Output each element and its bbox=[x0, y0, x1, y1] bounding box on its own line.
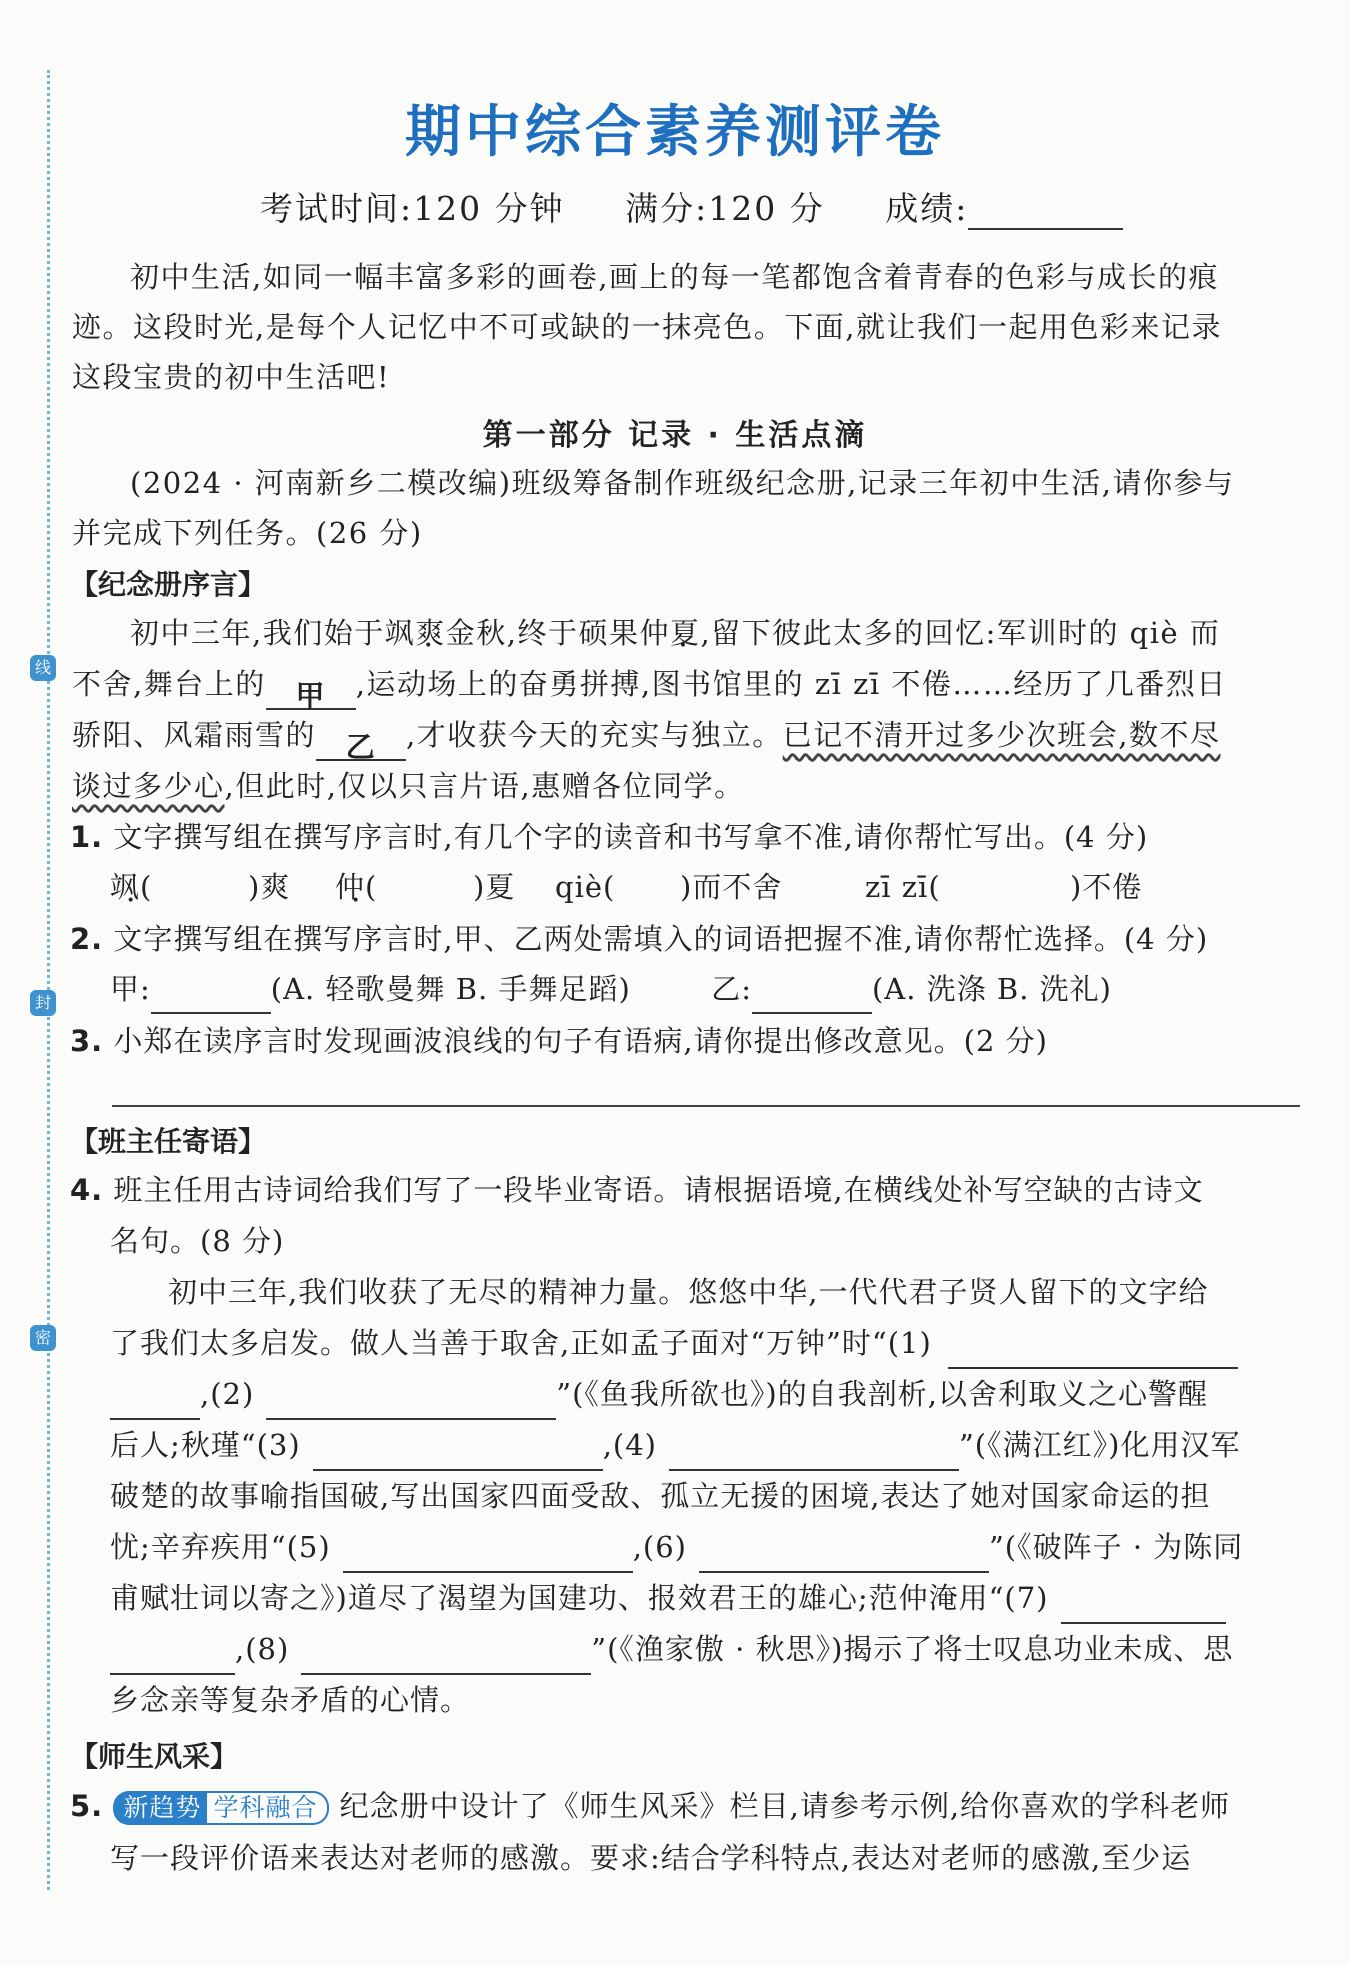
q3-answer-line[interactable] bbox=[112, 1105, 1300, 1107]
preface-line-2: 不舍,舞台上的 甲 ,运动场上的奋勇拼搏,图书馆里的 zī zī 不倦……经历了几番烈日 bbox=[72, 667, 1227, 713]
poem-blank-1b[interactable] bbox=[110, 1386, 200, 1420]
binding-line bbox=[47, 70, 50, 1890]
intro-line-1: 初中生活,如同一幅丰富多彩的画卷,画上的每一笔都饱含着青春的色彩与成长的痕 bbox=[130, 260, 1219, 294]
binding-mark-feng: 封 bbox=[30, 990, 56, 1016]
new-trend-badge: 新趋势 bbox=[113, 1791, 207, 1825]
q5-line-2: 写一段评价语来表达对老师的感激。要求:结合学科特点,表达对老师的感激,至少运 bbox=[110, 1841, 1192, 1875]
poem-blank-7b[interactable] bbox=[110, 1641, 235, 1675]
blank-jia[interactable]: 甲 bbox=[266, 676, 356, 710]
intro-line-3: 这段宝贵的初中生活吧! bbox=[72, 360, 391, 394]
page-title: 期中综合素养测评卷 bbox=[405, 99, 945, 165]
q4-passage: 初中三年,我们收获了无尽的精神力量。悠悠中华,一代代君子贤人留下的文字给 了我们太多启发。做人当善于取舍,正如孟子面对“万钟”时“(1) ,(2) ”(《鱼我所欲也》)的自我剖析,以舍利取义之心警醒 后人;秋瑾“(3) ,(4) ”(《满江红》)化用汉军 破楚的故事喻指国破,写出国家四面受敌、孤立无援的困境,表达了她对国家命运的担 忧;辛弃疾用“(5) ,(6) ”(《破阵子 · 为陈同 甫赋壮词以寄之》)道尽了渴望为国建功、报效君王的雄心;范仲淹用“(7) ,(8) ”(《渔家傲 · 秋思》)揭示了将士叹息功业未成、思 乡念亲等复杂矛盾的心情。 bbox=[110, 1275, 1244, 1717]
dotted-char-zhong: 仲 bbox=[639, 616, 670, 650]
style-heading: 【师生风采】 bbox=[70, 1740, 239, 1773]
part1-desc bbox=[72, 458, 1302, 558]
q2-options: 甲: (A. 轻歌曼舞 B. 手舞足蹈) 乙: (A. 洗涤 B. 洗礼) bbox=[70, 964, 1300, 1014]
poem-blank-2[interactable] bbox=[266, 1386, 556, 1420]
wavy-sentence-part1: 已记不清开过多少次班会,数不尽 bbox=[782, 718, 1221, 752]
question-4: 4. 班主任用古诗词给我们写了一段毕业寄语。请根据语境,在横线处补写空缺的古诗文 名句。(8 分) 初中三年,我们收获了无尽的精神力量。悠悠中华,一代代君子贤人留下的文字给 了我们太多启发。做人当善于取舍,正如孟子面对“万钟”时“(1) ,(2) ”(《鱼我所欲也》)的自我剖析,以舍利取义之心警醒 后人;秋瑾“(3) ,(4) ”(《满江红》)化用汉军 破楚的故事喻指国破,写出国家四面受敌、孤立无援的困境,表达了她对国家命运的担 忧;辛弃疾用“(5) ,(6) ”(《破阵子 · 为陈同 甫赋壮词以寄之》)道尽了渴望为国建功、报效君王的雄心;范仲淹用“(7) ,(8) ”(《渔家傲 · 秋思》)揭示了将士叹息功业未成、思 乡念亲等复杂矛盾的心情。 bbox=[70, 1165, 1300, 1726]
subject-fusion-badge: 学科融合 bbox=[207, 1791, 329, 1825]
exam-time: 考试时间:120 分钟 bbox=[260, 189, 565, 228]
dotted-char-sa: 飒 bbox=[384, 616, 416, 650]
q2-blank-a[interactable] bbox=[151, 980, 271, 1014]
question-2: 2. 文字撰写组在撰写序言时,甲、乙两处需填入的词语把握不准,请你帮忙选择。(4 分) 甲: (A. 轻歌曼舞 B. 手舞足蹈) 乙: (A. 洗涤 B. 洗礼) bbox=[70, 914, 1300, 1014]
poem-blank-6[interactable] bbox=[699, 1539, 989, 1573]
part1-title: 第一部分 记录 · 生活点滴 bbox=[482, 418, 868, 453]
poem-blank-4[interactable] bbox=[669, 1437, 959, 1471]
poem-blank-3[interactable] bbox=[313, 1437, 603, 1471]
preface-body bbox=[72, 608, 1302, 812]
poem-blank-1a[interactable] bbox=[948, 1335, 1238, 1369]
q2-blank-b[interactable] bbox=[752, 980, 872, 1014]
binding-mark-xian: 线 bbox=[30, 655, 56, 681]
preface-heading: 【纪念册序言】 bbox=[70, 568, 267, 601]
poem-blank-8[interactable] bbox=[301, 1641, 591, 1675]
q4-line-2: 名句。(8 分) bbox=[110, 1224, 285, 1258]
preface-line-1: 初中三年,我们始于飒爽金秋,终于硕果仲夏,留下彼此太多的回忆:军训时的 qiè 而 bbox=[130, 616, 1221, 650]
poem-blank-5[interactable] bbox=[343, 1539, 633, 1573]
question-5: 5. 新趋势 学科融合 纪念册中设计了《师生风采》栏目,请参考示例,给你喜欢的学科老师 写一段评价语来表达对老师的感激。要求:结合学科特点,表达对老师的感激,至少运 bbox=[70, 1780, 1300, 1884]
part1-desc-line-1: (2024 · 河南新乡二模改编)班级筹备制作班级纪念册,记录三年初中生活,请你参与 bbox=[130, 466, 1235, 500]
binding-mark-mi: 密 bbox=[30, 1325, 56, 1351]
preface-line-4: 谈过多少心,但此时,仅以只言片语,惠赠各位同学。 bbox=[72, 769, 745, 803]
part1-desc-line-2: 并完成下列任务。(26 分) bbox=[72, 516, 423, 550]
question-3: 3. 小郑在读序言时发现画波浪线的句子有语病,请你提出修改意见。(2 分) bbox=[70, 1024, 1048, 1058]
preface-line-3: 骄阳、风霜雨雪的 乙 ,才收获今天的充实与独立。已记不清开过多少次班会,数不尽 bbox=[72, 718, 1221, 764]
intro-line-2: 迹。这段时光,是每个人记忆中不可或缺的一抹亮色。下面,就让我们一起用色彩来记录 bbox=[72, 310, 1222, 344]
full-score: 满分:120 分 bbox=[625, 189, 825, 228]
question-1: 1. 文字撰写组在撰写序言时,有几个字的读音和书写拿不准,请你帮忙写出。(4 分) 飒( • )爽 仲( • )夏 qiè( )而不舍 zī zī( )不倦 bbox=[70, 812, 1300, 912]
q1-items: 飒( • )爽 仲( • )夏 qiè( )而不舍 zī zī( )不倦 bbox=[70, 862, 1300, 912]
wavy-sentence-part2: 谈过多少心 bbox=[72, 769, 225, 803]
score-label: 成绩: bbox=[885, 189, 1171, 228]
intro-paragraph bbox=[72, 252, 1302, 402]
score-blank[interactable] bbox=[968, 196, 1123, 230]
blank-yi[interactable]: 乙 bbox=[316, 727, 406, 761]
exam-meta bbox=[260, 183, 1171, 230]
teacher-msg-heading: 【班主任寄语】 bbox=[70, 1125, 267, 1158]
poem-blank-7a[interactable] bbox=[1061, 1590, 1226, 1624]
